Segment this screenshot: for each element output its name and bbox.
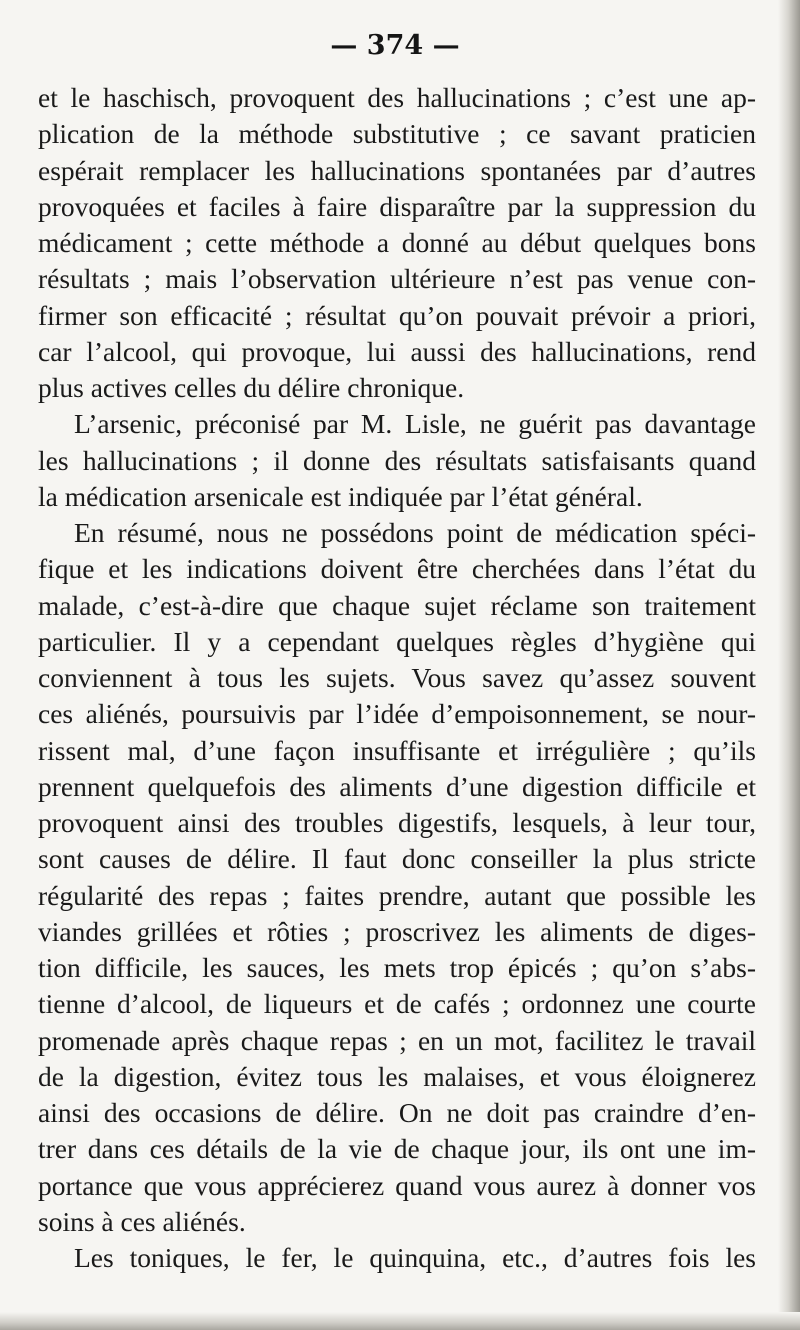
- text-line: rissent mal, d’une façon insuffisante et irrégulière ; qu’ils: [38, 734, 756, 766]
- text-line: firmer son efficacité ; résultat qu’on pouvait prévoir a priori,: [38, 299, 756, 331]
- text-line: prennent quelquefois des aliments d’une digestion difficile et: [38, 770, 756, 802]
- text-line: et le haschisch, provoquent des hallucinations ; c’est une ap-: [38, 82, 756, 113]
- text-line: promenade après chaque repas ; en un mot, facilitez le travail: [38, 1024, 756, 1056]
- text-line: malade, c’est-à-dire que chaque sujet réclame son traitement: [38, 589, 756, 621]
- text-line: provoquées et faciles à faire disparaître par la suppression du: [38, 190, 756, 222]
- text-line: provoquent ainsi des troubles digestifs, lesquels, à leur tour,: [38, 807, 756, 838]
- text-line: résultats ; mais l’observation ultérieure n’est pas venue con-: [38, 263, 756, 295]
- page-edge-shadow: [778, 0, 800, 1330]
- text-line: tienne d’alcool, de liqueurs et de cafés ; ordonnez une courte: [38, 988, 756, 1020]
- text-line: de la digestion, évitez tous les malaises, et vous éloignerez: [38, 1060, 756, 1092]
- text-line: portance que vous apprécierez quand vous aurez à donner vos: [38, 1169, 756, 1201]
- text-line: sont causes de délire. Il faut donc conseiller la plus stricte: [38, 843, 756, 875]
- text-line: Les toniques, le fer, le quinquina, etc., d’autres fois les: [74, 1242, 756, 1273]
- text-line: les hallucinations ; il donne des résultats satisfaisants quand: [38, 444, 756, 476]
- text-line: la médication arsenicale est indiquée par l’état général.: [38, 480, 643, 512]
- text-line: conviennent à tous les sujets. Vous savez qu’assez souvent: [38, 662, 756, 693]
- text-line: fique et les indications doivent être cherchées dans l’état du: [38, 553, 756, 585]
- text-line: ces aliénés, poursuivis par l’idée d’empoisonnement, se nour-: [38, 698, 756, 730]
- page-bottom-shadow: [0, 1312, 800, 1330]
- text-line: car l’alcool, qui provoque, lui aussi des hallucinations, rend: [38, 335, 756, 367]
- page-number: — 374 —: [330, 30, 460, 61]
- body-text: [38, 80, 756, 1276]
- text-line: tion difficile, les sauces, les mets trop épicés ; qu’on s’abs-: [38, 952, 756, 983]
- text-line: plication de la méthode substitutive ; ce savant praticien: [38, 118, 756, 150]
- text-line: espérait remplacer les hallucinations spontanées par d’autres: [38, 154, 756, 186]
- text-line: médicament ; cette méthode a donné au début quelques bons: [38, 227, 756, 258]
- text-line: soins à ces aliénés.: [38, 1205, 246, 1237]
- text-line: L’arsenic, préconisé par M. Lisle, ne guérit pas davantage: [74, 408, 756, 440]
- text-line: particulier. Il y a cependant quelques règles d’hygiène qui: [38, 625, 756, 657]
- text-line: viandes grillées et rôties ; proscrivez les aliments de diges-: [38, 915, 756, 947]
- text-line: En résumé, nous ne possédons point de médication spéci-: [74, 517, 756, 548]
- text-line: ainsi des occasions de délire. On ne doit pas craindre d’en-: [38, 1097, 756, 1128]
- text-line: régularité des repas ; faites prendre, autant que possible les: [38, 879, 756, 911]
- text-line: plus actives celles du délire chronique.: [38, 372, 465, 403]
- text-line: trer dans ces détails de la vie de chaque jour, ils ont une im-: [38, 1133, 756, 1165]
